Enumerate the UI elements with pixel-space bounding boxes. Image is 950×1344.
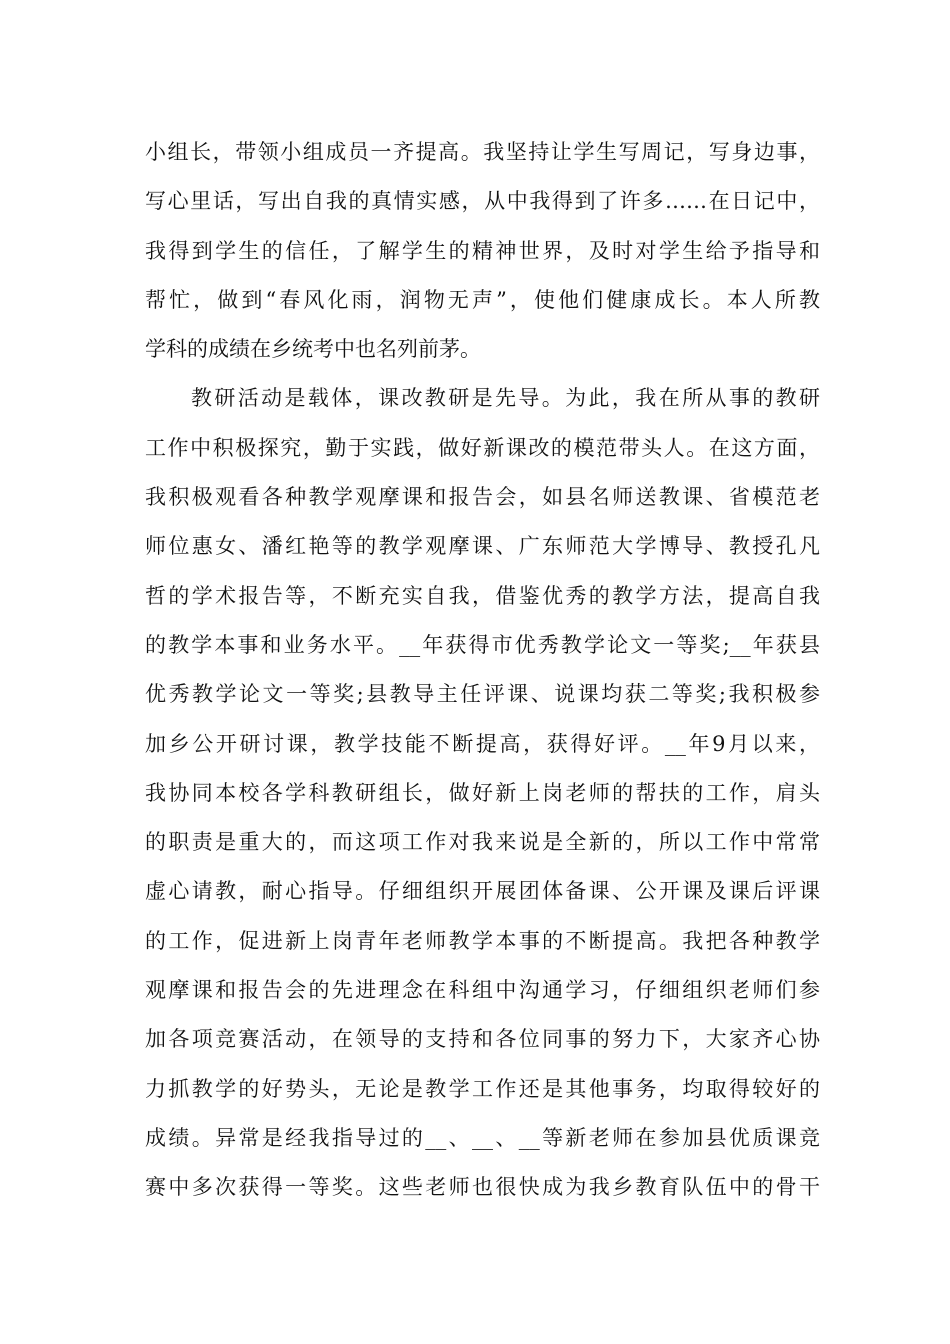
text-line: 学科的成绩在乡统考中也名列前茅。 — [145, 337, 481, 362]
text-line: 成绩。异常是经我指导过的__、__、__等新老师在参加县优质课竞 — [145, 1125, 820, 1150]
text-line: 帮忙，做到“春风化雨，润物无声”，使他们健康成长。本人所教 — [145, 287, 820, 312]
document-body — [145, 128, 820, 1213]
text-line: 我得到学生的信任，了解学生的精神世界，及时对学生给予指导和 — [145, 238, 820, 263]
paragraph-first-line: 教研活动是载体，课改教研是先导。为此，我在所从事的教研 — [191, 386, 820, 411]
text-line: 师位惠女、潘红艳等的教学观摩课、广东师范大学博导、教授孔凡 — [145, 534, 820, 559]
text-line: 我协同本校各学科教研组长，做好新上岗老师的帮扶的工作，肩头 — [145, 780, 820, 805]
text-line: 小组长，带领小组成员一齐提高。我坚持让学生写周记，写身边事， — [145, 140, 820, 164]
text-line: 观摩课和报告会的先进理念在科组中沟通学习，仔细组织老师们参 — [145, 978, 820, 1003]
text-line: 的教学本事和业务水平。__年获得市优秀教学论文一等奖;__年获县 — [145, 632, 820, 657]
text-line: 虚心请教，耐心指导。仔细组织开展团体备课、公开课及课后评课 — [145, 879, 820, 904]
text-line: 的工作，促进新上岗青年老师教学本事的不断提高。我把各种教学 — [145, 928, 820, 953]
text-line: 优秀教学论文一等奖;县教导主任评课、说课均获二等奖;我积极参 — [145, 682, 820, 707]
text-line: 工作中积极探究，勤于实践，做好新课改的模范带头人。在这方面， — [145, 435, 820, 460]
text-line: 的职责是重大的，而这项工作对我来说是全新的，所以工作中常常 — [145, 830, 820, 855]
text-line: 写心里话，写出自我的真情实感，从中我得到了许多……在日记中， — [145, 189, 820, 214]
text-line: 加乡公开研讨课，教学技能不断提高，获得好评。__年9月以来， — [145, 731, 820, 756]
text-line: 哲的学术报告等，不断充实自我，借鉴优秀的教学方法，提高自我 — [145, 583, 820, 608]
text-line: 赛中多次获得一等奖。这些老师也很快成为我乡教育队伍中的骨干 — [145, 1175, 820, 1200]
text-line: 力抓教学的好势头，无论是教学工作还是其他事务，均取得较好的 — [145, 1076, 820, 1101]
text-line: 加各项竞赛活动，在领导的支持和各位同事的努力下，大家齐心协 — [145, 1027, 820, 1052]
text-line: 我积极观看各种教学观摩课和报告会，如县名师送教课、省模范老 — [145, 485, 820, 510]
